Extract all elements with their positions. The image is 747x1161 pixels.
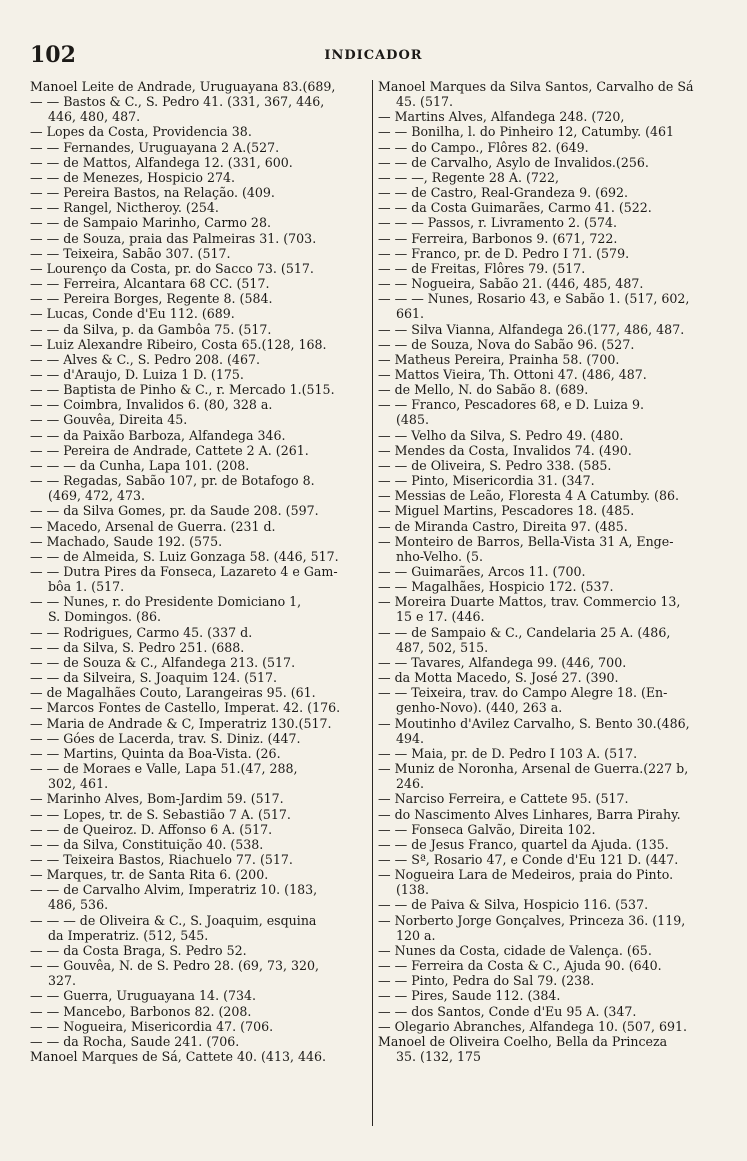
index-entry: — — dos Santos, Conde d'Eu 95 A. (347. xyxy=(378,1003,637,1019)
index-entry-continuation: 446, 480, 487. xyxy=(48,109,141,125)
index-entry-continuation: 661. xyxy=(396,306,425,322)
index-entry: — — de Almeida, S. Luiz Gonzaga 58. (446, 517. xyxy=(30,548,339,564)
index-entry: — — Gouvêa, Direita 45. xyxy=(30,412,188,428)
index-entry: — — — de Oliveira & C., S. Joaquim, esquina xyxy=(30,912,317,928)
index-entry: — — Pinto, Misericordia 31. (347. xyxy=(378,473,595,489)
index-entry: — — do Campo., Flôres 82. (649. xyxy=(378,139,589,155)
index-entry: — — de Carvalho Alvim, Imperatriz 10. (183, xyxy=(30,882,318,898)
index-entry-continuation: 487, 502, 515. xyxy=(396,639,489,655)
index-entry: — de Miranda Castro, Direita 97. (485. xyxy=(378,518,628,534)
index-entry: — — Silva Vianna, Alfandega 26.(177, 486, 487. xyxy=(378,321,685,337)
index-entry: — Lucas, Conde d'Eu 112. (689. xyxy=(30,306,235,322)
index-entry: — Lourenço da Costa, pr. do Sacco 73. (517. xyxy=(30,260,314,276)
index-entry: — Matheus Pereira, Prainha 58. (700. xyxy=(378,351,620,367)
index-entry: — — de Moraes e Valle, Lapa 51.(47, 288, xyxy=(30,761,298,777)
index-entry-continuation: 45. (517. xyxy=(396,94,453,110)
index-entry: — — Pinto, Pedra do Sal 79. (238. xyxy=(378,973,595,989)
index-entry: — — de Mattos, Alfandega 12. (331, 600. xyxy=(30,154,293,170)
index-entry: — — de Souza & C., Alfandega 213. (517. xyxy=(30,654,296,670)
index-entry: — — Mancebo, Barbonos 82. (208. xyxy=(30,1003,252,1019)
index-entry-continuation: bôa 1. (517. xyxy=(48,579,125,595)
index-entry: — — Teixeira, trav. do Campo Alegre 18. (En- xyxy=(378,685,668,701)
index-entry: — — — Nunes, Rosario 43, e Sabão 1. (517, 602, xyxy=(378,291,690,307)
index-entry: — — Pereira Bastos, na Relação. (409. xyxy=(30,185,275,201)
index-entry-continuation: (469, 472, 473. xyxy=(48,488,146,504)
index-entry: — do Nascimento Alves Linhares, Barra Pirahy. xyxy=(378,806,681,822)
index-entry: — Marcos Fontes de Castello, Imperat. 42. (176. xyxy=(30,700,341,716)
index-entry: — — de Castro, Real-Grandeza 9. (692. xyxy=(378,185,629,201)
index-entry: — — Magalhães, Hospicio 172. (537. xyxy=(378,579,614,595)
index-entry: — — da Silva, p. da Gambôa 75. (517. xyxy=(30,321,272,337)
index-entry-continuation: 302, 461. xyxy=(48,776,109,792)
index-entry: — — de Sampaio & C., Candelaria 25 A. (486, xyxy=(378,624,671,640)
index-entry: — — — Passos, r. Livramento 2. (574. xyxy=(378,215,617,231)
index-entry: — Miguel Martins, Pescadores 18. (485. xyxy=(378,503,635,519)
index-entry: — — Ferreira, Alcantara 68 CC. (517. xyxy=(30,276,270,292)
index-entry: — — Pereira Borges, Regente 8. (584. xyxy=(30,291,273,307)
index-entry: — — Fonseca Galvão, Direita 102. xyxy=(378,821,596,837)
index-entry-continuation: 327. xyxy=(48,973,77,989)
index-entry: — — da Paixão Barboza, Alfandega 346. xyxy=(30,427,286,443)
index-entry: — — Teixeira Bastos, Riachuelo 77. (517. xyxy=(30,851,293,867)
index-entry: — — Bastos & C., S. Pedro 41. (331, 367, 446, xyxy=(30,94,325,110)
index-entry-continuation: 486, 536. xyxy=(48,897,109,913)
index-entry: — — d'Araujo, D. Luiza 1 D. (175. xyxy=(30,366,244,382)
index-entry: — — de Souza, Nova do Sabão 96. (527. xyxy=(378,336,635,352)
index-entry: — — Maia, pr. de D. Pedro I 103 A. (517. xyxy=(378,745,638,761)
index-entry: — Narciso Ferreira, e Cattete 95. (517. xyxy=(378,791,629,807)
index-entry: — — — da Cunha, Lapa 101. (208. xyxy=(30,457,250,473)
index-entry: Manoel Marques da Silva Santos, Carvalho de Sá xyxy=(378,79,694,94)
index-entry-continuation: 35. (132, 175 xyxy=(396,1049,482,1064)
index-entry: Manoel Marques de Sá, Cattete 40. (413, 446. xyxy=(30,1049,327,1064)
index-entry: — — Fernandes, Uruguayana 2 A.(527. xyxy=(30,139,280,155)
index-entry: — Monteiro de Barros, Bella-Vista 31 A, Enge- xyxy=(378,533,674,549)
index-entry: — — Rodrigues, Carmo 45. (337 d. xyxy=(30,624,253,640)
left-column xyxy=(30,79,368,1064)
index-entry: — — Nunes, r. do Presidente Domiciano 1, xyxy=(30,594,302,610)
index-entry: — — de Oliveira, S. Pedro 338. (585. xyxy=(378,457,612,473)
index-entry: — — Regadas, Sabão 107, pr. de Botafogo 8. xyxy=(30,473,315,489)
index-entry: Manoel Leite de Andrade, Uruguayana 83.(689, xyxy=(30,79,336,94)
page-number: 102 xyxy=(30,42,76,68)
index-entry: — — da Silveira, S. Joaquim 124. (517. xyxy=(30,670,278,686)
index-entry: — — de Queiroz. D. Affonso 6 A. (517. xyxy=(30,821,273,837)
index-entry: — Luiz Alexandre Ribeiro, Costa 65.(128, 168. xyxy=(30,336,327,352)
index-entry: — Marques, tr. de Santa Rita 6. (200. xyxy=(30,867,269,883)
index-entry-continuation: 494. xyxy=(396,730,425,746)
index-entry: — — Ferreira, Barbonos 9. (671, 722. xyxy=(378,230,618,246)
index-entry: Manoel de Oliveira Coelho, Bella da Princeza xyxy=(378,1033,668,1049)
index-entry-continuation: da Imperatriz. (512, 545. xyxy=(48,927,209,943)
index-entry: — — de Freitas, Flôres 79. (517. xyxy=(378,260,586,276)
index-entry-continuation: S. Domingos. (86. xyxy=(48,609,161,625)
index-entry: — Machado, Saude 192. (575. xyxy=(30,533,223,549)
index-entry: — Maria de Andrade & C, Imperatriz 130.(517. xyxy=(30,715,332,731)
index-entry: — — Gouvêa, N. de S. Pedro 28. (69, 73, 320, xyxy=(30,958,320,974)
index-entry: — de Mello, N. do Sabão 8. (689. xyxy=(378,382,589,398)
index-entry: — — de Jesus Franco, quartel da Ajuda. (135. xyxy=(378,836,669,852)
index-entry-continuation: 120 a. xyxy=(396,927,436,943)
index-entry: — Moutinho d'Avilez Carvalho, S. Bento 30.(486, xyxy=(378,715,690,731)
index-entry: — — de Menezes, Hospicio 274. xyxy=(30,169,236,185)
index-entry: — Lopes da Costa, Providencia 38. xyxy=(30,124,252,140)
index-entry: — — Tavares, Alfandega 99. (446, 700. xyxy=(378,654,627,670)
index-entry: — — Guerra, Uruguayana 14. (734. xyxy=(30,988,257,1004)
index-entry: — — Teixeira, Sabão 307. (517. xyxy=(30,245,231,261)
index-entry: — Norberto Jorge Gonçalves, Princeza 36. (119, xyxy=(378,912,686,928)
index-entry: — — da Costa Guimarães, Carmo 41. (522. xyxy=(378,200,652,216)
index-entry: — — de Sampaio Marinho, Carmo 28. xyxy=(30,215,271,231)
index-entry: — — Pires, Saude 112. (384. xyxy=(378,988,561,1004)
index-entry-continuation: 15 e 17. (446. xyxy=(396,609,485,625)
index-entry: — — da Rocha, Saude 241. (706. xyxy=(30,1033,240,1049)
index-entry-continuation: (485. xyxy=(396,412,429,428)
index-entry: — — de Paiva & Silva, Hospicio 116. (537. xyxy=(378,897,649,913)
index-entry: — — Alves & C., S. Pedro 208. (467. xyxy=(30,351,260,367)
index-entry: — — da Silva Gomes, pr. da Saude 208. (597. xyxy=(30,503,319,519)
index-entry: — — Franco, pr. de D. Pedro I 71. (579. xyxy=(378,245,630,261)
index-entry: — — Lopes, tr. de S. Sebastião 7 A. (517. xyxy=(30,806,291,822)
index-entry: — — Nogueira, Misericordia 47. (706. xyxy=(30,1018,274,1034)
index-entry: — — Sª, Rosario 47, e Conde d'Eu 121 D. (447. xyxy=(378,851,679,867)
index-entry: — — de Souza, praia das Palmeiras 31. (703. xyxy=(30,230,317,246)
index-entry: — — Ferreira da Costa & C., Ajuda 90. (640. xyxy=(378,958,662,974)
right-column xyxy=(378,79,714,1064)
index-entry: — Mattos Vieira, Th. Ottoni 47. (486, 487. xyxy=(378,366,647,382)
index-entry: — — Pereira de Andrade, Cattete 2 A. (261. xyxy=(30,442,309,458)
index-entry: — — Bonilha, l. do Pinheiro 12, Catumby. (461 xyxy=(378,124,675,140)
index-entry-continuation: nho-Velho. (5. xyxy=(396,548,483,564)
index-entry-continuation: 246. xyxy=(396,776,425,792)
running-head: INDICADOR xyxy=(324,48,423,63)
index-entry: — Moreira Duarte Mattos, trav. Commercio 13, xyxy=(378,594,681,610)
index-entry-continuation: (138. xyxy=(396,882,429,898)
column-divider xyxy=(372,80,373,1126)
index-entry: — — Guimarães, Arcos 11. (700. xyxy=(378,564,586,579)
index-entry: — — da Silva, S. Pedro 251. (688. xyxy=(30,639,245,655)
index-entry: — Marinho Alves, Bom-Jardim 59. (517. xyxy=(30,791,284,807)
index-entry: — de Magalhães Couto, Larangeiras 95. (61. xyxy=(30,685,316,701)
index-entry: — Nogueira Lara de Medeiros, praia do Pinto. xyxy=(378,867,674,883)
index-entry: — Mendes da Costa, Invalidos 74. (490. xyxy=(378,442,632,458)
index-entry: — Olegario Abranches, Alfandega 10. (507, 691. xyxy=(378,1018,688,1034)
index-entry: — Muniz de Noronha, Arsenal de Guerra.(227 b, xyxy=(378,761,689,777)
index-entry: — Martins Alves, Alfandega 248. (720, xyxy=(378,109,625,125)
index-entry: — — Nogueira, Sabão 21. (446, 485, 487. xyxy=(378,276,644,292)
index-entry: — Messias de Leão, Floresta 4 A Catumby. (86. xyxy=(378,488,679,504)
index-entry: — — da Silva, Constituição 40. (538. xyxy=(30,836,264,852)
index-entry: — — Martins, Quinta da Boa-Vista. (26. xyxy=(30,745,281,761)
index-entry: — — da Costa Braga, S. Pedro 52. xyxy=(30,942,247,958)
index-entry: — Nunes da Costa, cidade de Valença. (65. xyxy=(378,942,652,958)
index-entry: — Macedo, Arsenal de Guerra. (231 d. xyxy=(30,518,276,534)
index-entry: — — Coimbra, Invalidos 6. (80, 328 a. xyxy=(30,397,273,413)
index-entry: — — Dutra Pires da Fonseca, Lazareto 4 e Gam- xyxy=(30,564,338,579)
index-entry: — — —, Regente 28 A. (722, xyxy=(378,169,559,185)
index-entry: — — Franco, Pescadores 68, e D. Luiza 9. xyxy=(378,397,644,413)
index-entry: — — Velho da Silva, S. Pedro 49. (480. xyxy=(378,427,624,443)
index-entry: — — de Carvalho, Asylo de Invalidos.(256. xyxy=(378,154,649,170)
index-entry: — — Góes de Lacerda, trav. S. Diniz. (447. xyxy=(30,730,301,746)
index-entry: — — Rangel, Nictheroy. (254. xyxy=(30,200,219,216)
index-entry-continuation: genho-Novo). (440, 263 a. xyxy=(396,700,563,716)
index-entry: — da Motta Macedo, S. José 27. (390. xyxy=(378,670,619,686)
index-entry: — — Baptista de Pinho & C., r. Mercado 1.(515. xyxy=(30,382,335,398)
